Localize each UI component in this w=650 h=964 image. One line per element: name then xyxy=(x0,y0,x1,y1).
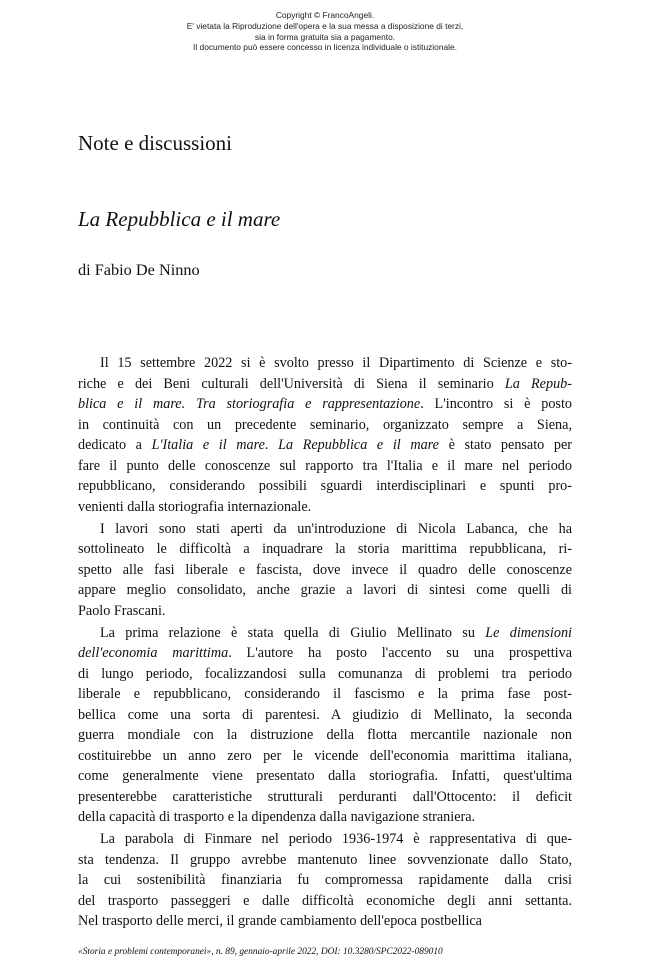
journal-citation-footer: «Storia e problemi contemporanei», n. 89, gennaio-aprile 2022, DOI: 10.3280/SPC2022-089010 xyxy=(78,947,443,957)
italic-text: La Repub- xyxy=(504,375,572,392)
text-run: . L'incontro si è posto xyxy=(420,396,572,412)
paragraph-line xyxy=(78,725,572,746)
text-run: sottolineato le difficoltà a inquadrare la storia marittima repubblicana, ri- xyxy=(78,541,572,558)
italic-text: blica e il mare. Tra storiografia e rappresentazione xyxy=(78,396,421,412)
text-run: spetto alle fasi liberale e fascista, dove invece il quadro delle conoscenze xyxy=(78,561,572,578)
text-run: riche e dei Beni culturali dell'Università di Siena il seminario xyxy=(78,375,505,392)
paragraph-line xyxy=(78,684,572,705)
paragraph-line xyxy=(78,374,572,395)
text-run: Paolo Frascani. xyxy=(78,602,166,619)
text-run: come generalmente viene presentato dalla storiografia. Infatti, quest'ultima xyxy=(78,768,572,785)
text-run: dedicato a xyxy=(78,437,152,453)
paragraph-line xyxy=(78,456,572,477)
paragraph xyxy=(78,623,572,828)
text-run: è stato pensato per xyxy=(438,437,572,453)
paragraph-line xyxy=(78,519,572,540)
text-run: appare meglio consolidato, anche grazie a lavori di sintesi come quelli di xyxy=(78,582,572,599)
text-run: presenterebbe caratteristiche strutturali perduranti dall'Ottocento: il deficit xyxy=(78,788,572,805)
italic-text: L'Italia e il mare xyxy=(151,437,265,453)
copyright-notice xyxy=(0,10,650,53)
text-run: La prima relazione è stata quella di Giulio Mellinato su xyxy=(100,624,486,641)
paragraph-line xyxy=(78,870,572,891)
paragraph-line xyxy=(78,623,572,644)
text-run: della capacità di trasporto e la dipendenza dalla navigazione straniera. xyxy=(78,809,476,826)
text-run: I lavori sono stati aperti da un'introduzione di Nicola Labanca, che ha xyxy=(100,520,572,537)
text-run: costituirebbe un anno zero per le vicende dell'economia marittima italiana, xyxy=(78,747,572,764)
paragraph-line xyxy=(78,787,572,808)
text-run: guerra mondiale con la distruzione della flotta mercantile nazionale non xyxy=(78,727,572,744)
text-run: in continuità con un precedente seminario, organizzato sempre a Siena, xyxy=(78,416,572,433)
paragraph-line xyxy=(78,560,572,581)
italic-text: dell'economia marittima xyxy=(78,645,229,662)
paragraph-line xyxy=(78,394,572,415)
paragraph-line xyxy=(78,476,572,497)
italic-text: La Repubblica e il mare xyxy=(278,437,439,453)
paragraph xyxy=(78,353,572,517)
text-run: repubblicano, considerando possibili sguardi interdisciplinari e spunti pro- xyxy=(78,478,572,494)
article-body xyxy=(78,353,572,933)
text-run: . xyxy=(264,437,279,453)
text-run: liberale e repubblicano, considerando il fascismo e la prima fase post- xyxy=(78,686,572,703)
text-run: . L'autore ha posto l'accento su una prospettiva xyxy=(228,645,572,662)
text-run: Nel trasporto delle merci, il grande cambiamento dell'epoca postbellica xyxy=(78,913,482,930)
paragraph-line xyxy=(78,705,572,726)
text-run: fare il punto delle conoscenze sul rapporto tra l'Italia e il mare nel periodo xyxy=(78,457,572,474)
section-heading: Note e discussioni xyxy=(78,131,232,155)
copyright-line: E' vietata la Riproduzione dell'opera e la sua messa a disposizione di terzi, xyxy=(186,20,464,31)
article-author: di Fabio De Ninno xyxy=(78,260,200,279)
paragraph-line xyxy=(78,435,572,456)
paragraph-line xyxy=(78,601,572,622)
paragraph-line xyxy=(78,539,572,560)
paragraph-line xyxy=(78,643,572,664)
paragraph-line xyxy=(78,664,572,685)
copyright-line: sia in forma gratuita sia a pagamento. xyxy=(254,31,396,42)
paragraph-line xyxy=(78,891,572,912)
copyright-line: Copyright © FrancoAngeli. xyxy=(275,10,375,20)
paragraph-line xyxy=(78,766,572,787)
paragraph xyxy=(78,519,572,622)
paragraph-line xyxy=(78,353,572,374)
text-run: sta tendenza. Il gruppo avrebbe mantenuto linee sovvenzionate dallo Stato, xyxy=(78,851,572,868)
paragraph-line xyxy=(78,807,572,828)
text-run: del trasporto passeggeri e dalle difficoltà economiche degli anni settanta. xyxy=(78,892,572,909)
paragraph-line xyxy=(78,746,572,767)
paragraph-line xyxy=(78,580,572,601)
text-run: la cui sostenibilità finanziaria fu compromessa rapidamente dalla crisi xyxy=(78,872,572,889)
text-run: Il 15 settembre 2022 si è svolto presso il Dipartimento di Scienze e sto- xyxy=(100,355,572,371)
text-run: bellica come una sorta di parentesi. A giudizio di Mellinato, la seconda xyxy=(78,706,572,723)
article-title: La Repubblica e il mare xyxy=(78,207,281,231)
paragraph-line xyxy=(78,415,572,436)
text-run: di lungo periodo, focalizzandosi sulla comunanza di problemi tra periodo xyxy=(78,665,572,682)
copyright-line: Il documento può essere concesso in licenza individuale o istituzionale. xyxy=(193,42,457,53)
paragraph xyxy=(78,829,572,932)
paragraph-line xyxy=(78,850,572,871)
text-run: venienti dalla storiografia internazionale. xyxy=(78,498,312,515)
text-run: La parabola di Finmare nel periodo 1936-1974 è rappresentativa di que- xyxy=(100,831,572,848)
italic-text: Le dimensioni xyxy=(485,624,573,641)
paragraph-line xyxy=(78,829,572,850)
paragraph-line xyxy=(78,911,572,932)
paragraph-line xyxy=(78,497,572,518)
